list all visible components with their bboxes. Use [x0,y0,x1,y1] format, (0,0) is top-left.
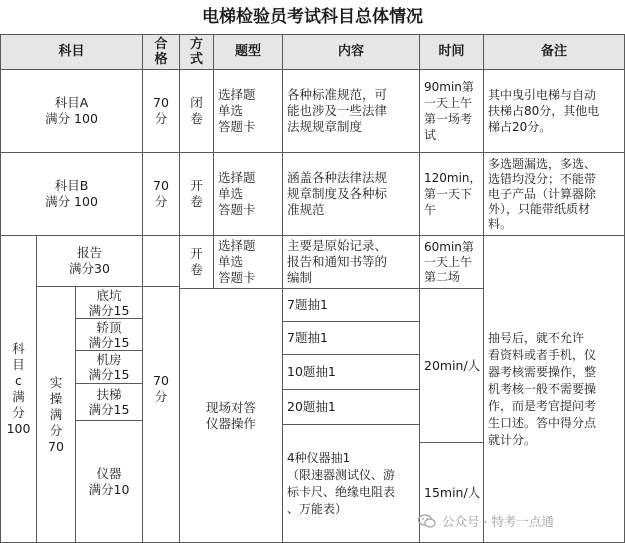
subject-b-method: 开 卷 [190,178,203,209]
practical-item-instrument: 仪器 满分10 [88,465,130,497]
draw-instrument: 4种仪器抽1 （限速器测试仪、游 标卡尺、绝缘电阻表 、万能表） [287,450,396,516]
header-pass: 合 格 [143,35,179,69]
report-method: 开 卷 [190,246,203,277]
subject-a-method: 闭 卷 [190,95,203,126]
subject-a-content: 各种标准规范，可 能也涉及一些法律 法规规章制度 [287,87,388,134]
header-question-type: 题型 [214,35,282,69]
header-time: 时间 [420,35,483,69]
report-question-type: 选择题 单选 答题卡 [218,238,256,285]
subject-c-pass-score: 70 分 [153,373,169,404]
subject-a-time: 90min第 一天上午 第一场考 试 [424,80,474,142]
subject-c-label: 科 目 c 满 分 100 [6,341,31,436]
subject-b-label: 科目B 满分 100 [45,178,98,209]
header-method: 方 式 [180,35,213,69]
report-time: 60min第 一天上午 第二场 [424,239,474,284]
practical-item-escalator: 扶梯 满分15 [88,387,130,417]
subject-b-pass-score: 70 分 [153,178,169,209]
draw-pit: 7题抽1 [287,297,328,312]
instrument-time: 15min/人 [424,484,481,500]
header-content: 内容 [283,35,419,69]
subject-a-label: 科目A 满分 100 [45,95,98,126]
subject-b-content: 涵盖各种法律法规 规章制度及各种标 准规范 [287,170,388,217]
subject-a-pass-score: 70 分 [153,95,169,126]
practical-time: 20min/人 [424,357,481,373]
subject-c-notes: 抽号后，就不允许 看资料或者手机，仪 器考核需要操作，整 机考核一般不需要操 作，而是考官提问考 生口述。答中得分点 就计分。 [488,330,597,447]
practical-item-machine-room: 机房 满分15 [88,352,130,382]
draw-machine-room: 10题抽1 [287,364,336,379]
practical-label: 实 操 满 分 70 [48,374,64,454]
subject-a-notes: 其中曳引电梯与自动 扶梯占80分，其他电 梯占20分。 [488,88,600,134]
page-title: 电梯检验员考试科目总体情况 [202,7,423,27]
wechat-icon [418,514,436,528]
subject-b-question-type: 选择题 单选 答题卡 [218,170,256,217]
header-notes: 备注 [484,35,624,69]
watermark [418,510,623,532]
draw-car-top: 7题抽1 [287,330,328,345]
report-label: 报告 满分30 [69,245,110,276]
report-content: 主要是原始记录、 报告和通知书等的 编制 [287,238,388,285]
onsite-method: 现场对答 仪器操作 [205,399,256,431]
header-subject: 科目 [1,35,142,69]
practical-item-pit: 底坑 满分15 [88,287,130,318]
subject-a-question-type: 选择题 单选 答题卡 [218,87,256,134]
watermark-text: 公众号 · 特考一点通 [442,514,554,529]
draw-escalator: 20题抽1 [287,399,336,414]
subject-b-notes: 多选题漏选，多选、 选错均没分；不能带 电子产品（计算器除 外），只能带纸质材 料。 [488,156,597,231]
practical-item-car-top: 轿顶 满分15 [88,319,130,350]
subject-b-time: 120min， 第一天下 午 [424,171,482,217]
